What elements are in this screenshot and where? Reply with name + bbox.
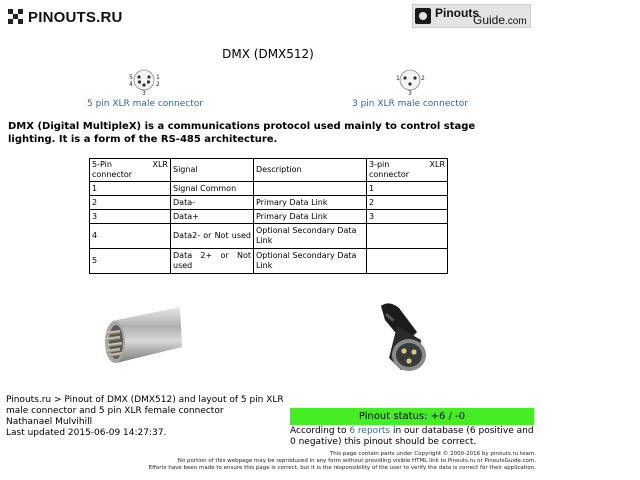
table-cell [367, 249, 448, 274]
page-title: DMX (DMX512) [222, 47, 314, 61]
pinoutsguide-logo[interactable] [412, 4, 531, 28]
status-text-post: in our database (6 positive and 0 negative) this pinout should be correct. [290, 426, 534, 447]
pin-label: 3 [408, 90, 412, 97]
reports-link[interactable]: 6 reports [349, 426, 391, 436]
pin-label: 4 [129, 81, 133, 88]
table-cell: 5 [90, 249, 171, 274]
table-cell: 3 [90, 210, 171, 224]
table-cell: 2 [367, 196, 448, 210]
pin-label: 1 [396, 75, 400, 82]
pinout-status-badge: Pinout status: +6 / -0 [290, 408, 534, 425]
table-row [90, 182, 448, 196]
table-header-row [90, 159, 448, 182]
table-cell: Primary Data Link [254, 210, 367, 224]
reproduction-notice: No portion of this webpage may be reproduced in any form without providing visible HTML link to Pinouts.ru or PinoutsGuide.com. [177, 458, 536, 464]
status-text-pre: According to [290, 426, 350, 436]
table-cell: Data 2+ or Not used [171, 249, 254, 274]
breadcrumb-text[interactable]: Pinouts.ru > Pinout of DMX (DMX512) and layout of 5 pin XLR male connector and 5 pin XLR female connector [6, 395, 284, 416]
table-cell: 2 [90, 196, 171, 210]
table-row [90, 210, 448, 224]
table-cell: 1 [367, 182, 448, 196]
copyright-line: This page contain parts under Copyright © 2000-2016 by pinouts.ru team. [329, 451, 536, 457]
author-name: Nathanael Mulvihill [6, 417, 93, 427]
five-pin-connector-photo [102, 305, 182, 367]
pin-label: 1 [156, 74, 160, 81]
table-cell: Primary Data Link [254, 196, 367, 210]
guide-logo-word1: Pinouts [435, 6, 479, 20]
connector-logo-icon [415, 8, 431, 24]
pin-label: 3 [142, 90, 146, 97]
three-pin-caption[interactable]: 3 pin XLR male connector [352, 99, 468, 109]
fine-print [100, 451, 536, 472]
breadcrumb [6, 395, 286, 439]
table-header-cell: 5-Pin XLR connector [90, 159, 171, 182]
table-cell: 4 [90, 224, 171, 249]
table-cell [254, 182, 367, 196]
site-logo-text: PINOUTS.RU [28, 8, 123, 26]
five-pin-connector-diagram [126, 66, 162, 97]
table-cell: 1 [90, 182, 171, 196]
three-pin-connector-diagram [392, 66, 428, 97]
table-header-cell: Description [254, 159, 367, 182]
disclaimer-line: Efforts have been made to ensure this page is correct, but it is the responsibility of the user to verify the data is correct for their application. [148, 465, 536, 471]
table-cell [367, 224, 448, 249]
logo-grid-icon [8, 9, 24, 25]
table-header-cell: 3-pin XLR connector [367, 159, 448, 182]
table-cell: Optional Secondary Data Link [254, 249, 367, 274]
pinouts-ru-logo[interactable] [8, 7, 123, 27]
table-cell: 3 [367, 210, 448, 224]
table-row [90, 224, 448, 249]
table-row [90, 249, 448, 274]
table-cell: Data2- or Not used [171, 224, 254, 249]
table-row [90, 196, 448, 210]
intro-paragraph: DMX (Digital MultipleX) is a communications protocol used mainly to control stage lighting. It is a form of the RS-485 architecture. [8, 121, 476, 145]
pin-label: 2 [421, 75, 425, 82]
pinout-table [89, 158, 448, 274]
guide-logo-word2: Guide.com [473, 13, 527, 27]
table-cell: Data+ [171, 210, 254, 224]
table-header-cell: Signal [171, 159, 254, 182]
five-pin-caption[interactable]: 5 pin XLR male connector [87, 99, 203, 109]
table-cell: Signal Common [171, 182, 254, 196]
three-pin-connector-photo [379, 300, 431, 376]
pin-label: 2 [156, 81, 160, 88]
table-cell: Data- [171, 196, 254, 210]
status-description [290, 426, 536, 448]
last-updated: Last updated 2015-06-09 14:27:37. [6, 428, 167, 438]
pin-label: 5 [129, 74, 133, 81]
table-cell: Optional Secondary Data Link [254, 224, 367, 249]
